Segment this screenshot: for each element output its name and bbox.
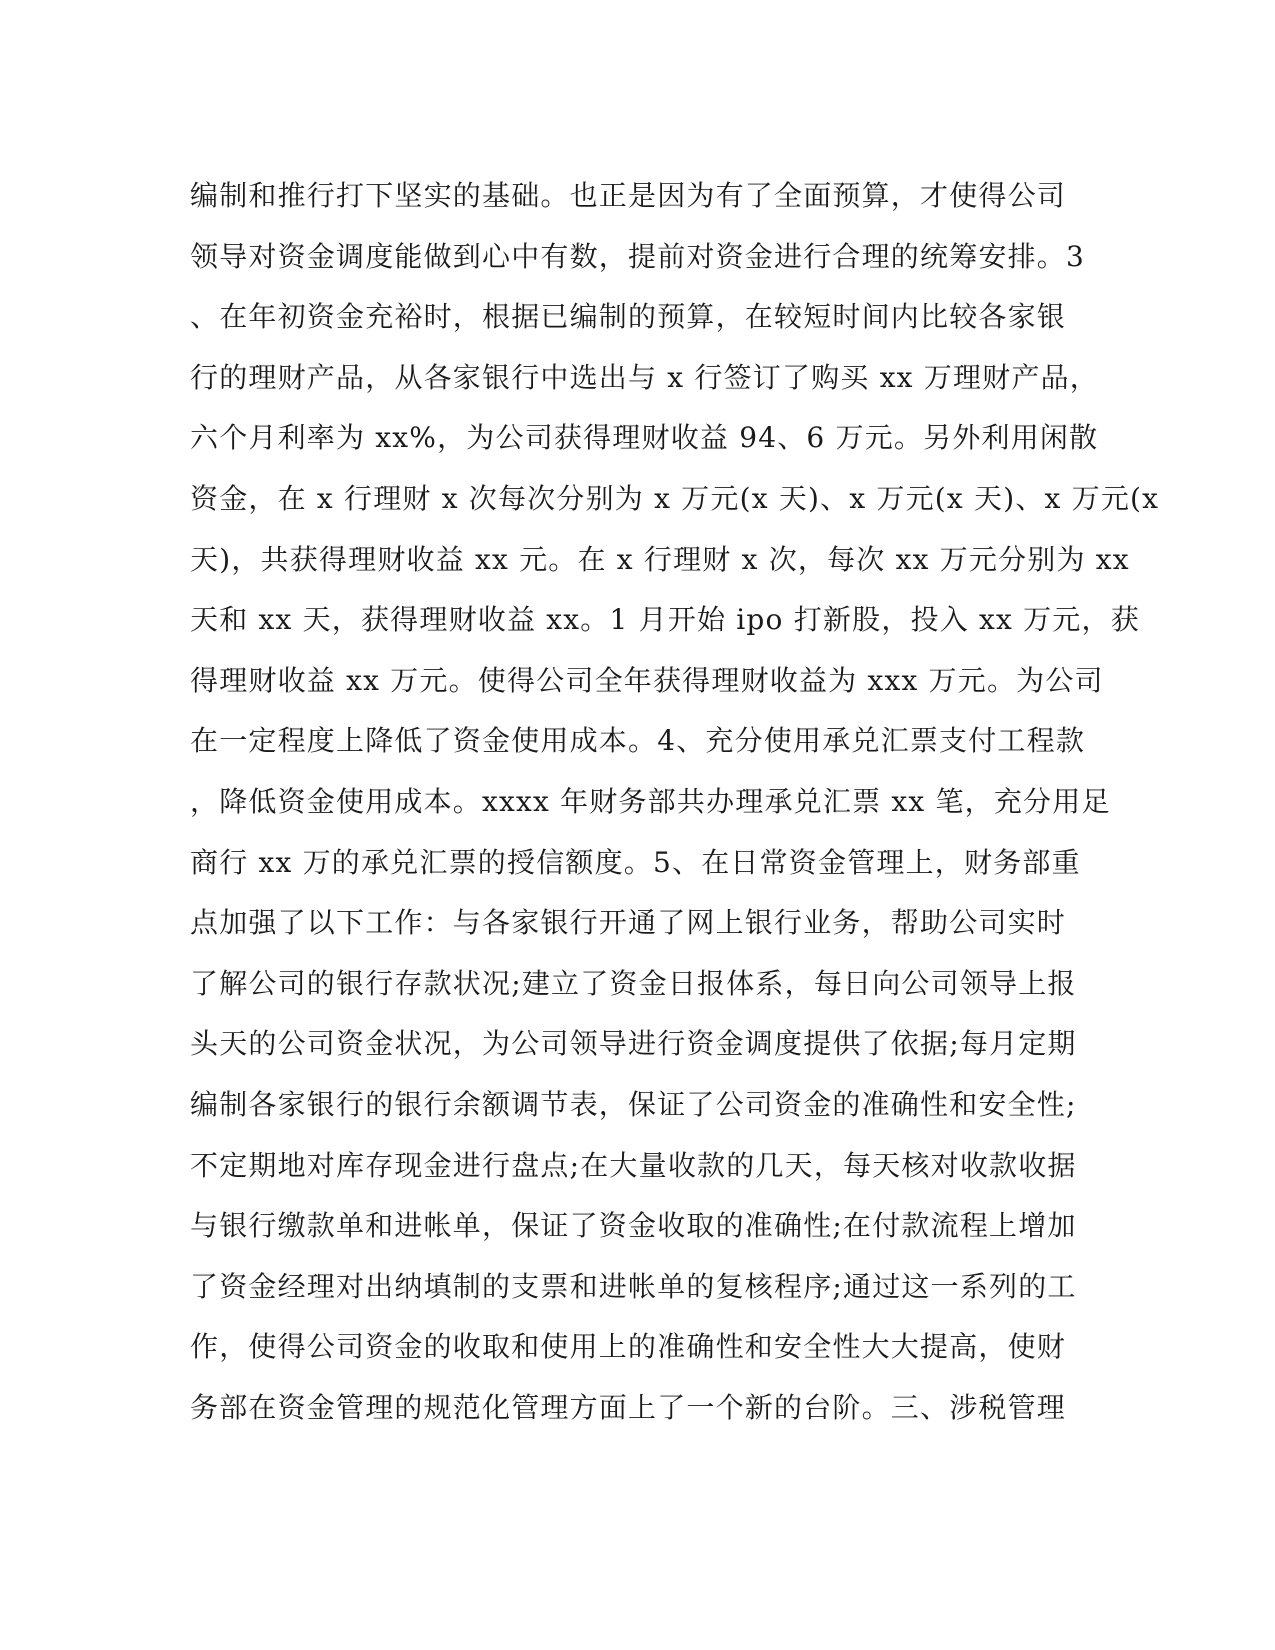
text-line: 了资金经理对出纳填制的支票和进帐单的复核程序;通过这一系列的工 [190,1269,1077,1303]
text-line: 了解公司的银行存款状况;建立了资金日报体系，每日向公司领导上报 [190,966,1077,1000]
body-text [190,166,1160,1438]
text-line: ，降低资金使用成本。xxxx 年财务部共办理承兑汇票 xx 笔，充分用足 [190,784,1111,818]
text-line: 作，使得公司资金的收取和使用上的准确性和安全性大大提高，使财 [190,1330,1067,1364]
text-line: 行的理财产品，从各家银行中选出与 x 行签订了购买 xx 万理财产品， [190,360,1099,394]
text-line: 天)，共获得理财收益 xx 元。在 x 行理财 x 次，每次 xx 万元分别为 xx [190,542,1130,576]
text-line: 点加强了以下工作：与各家银行开通了网上银行业务，帮助公司实时 [190,906,1067,940]
text-line: 天和 xx 天，获得理财收益 xx。1 月开始 ipo 打新股，投入 xx 万元，获 [190,603,1140,637]
text-line: 在一定程度上降低了资金使用成本。4、充分使用承兑汇票支付工程款 [190,724,1086,758]
text-line: 编制各家银行的银行余额调节表，保证了公司资金的准确性和安全性; [190,1087,1077,1121]
text-line: 务部在资金管理的规范化管理方面上了一个新的台阶。三、涉税管理 [190,1390,1067,1424]
text-line: 资金，在 x 行理财 x 次每次分别为 x 万元(x 天)、x 万元(x 天)、x 万元(x [190,481,1160,515]
text-line: 不定期地对库存现金进行盘点;在大量收款的几天，每天核对收款收据 [190,1148,1077,1182]
text-line: 得理财收益 xx 万元。使得公司全年获得理财收益为 xxx 万元。为公司 [190,663,1104,697]
text-line: 、在年初资金充裕时，根据已编制的预算，在较短时间内比较各家银 [190,300,1067,334]
text-line: 编制和推行打下坚实的基础。也正是因为有了全面预算，才使得公司 [190,179,1067,212]
text-line: 六个月利率为 xx%，为公司获得理财收益 94、6 万元。另外利用闲散 [190,421,1099,455]
text-line: 领导对资金调度能做到心中有数，提前对资金进行合理的统筹安排。3 [190,239,1086,273]
text-line: 商行 xx 万的承兑汇票的授信额度。5、在日常资金管理上，财务部重 [190,845,1081,879]
text-line: 头天的公司资金状况，为公司领导进行资金调度提供了依据;每月定期 [190,1027,1077,1061]
text-line: 与银行缴款单和进帐单，保证了资金收取的准确性;在付款流程上增加 [190,1209,1077,1243]
